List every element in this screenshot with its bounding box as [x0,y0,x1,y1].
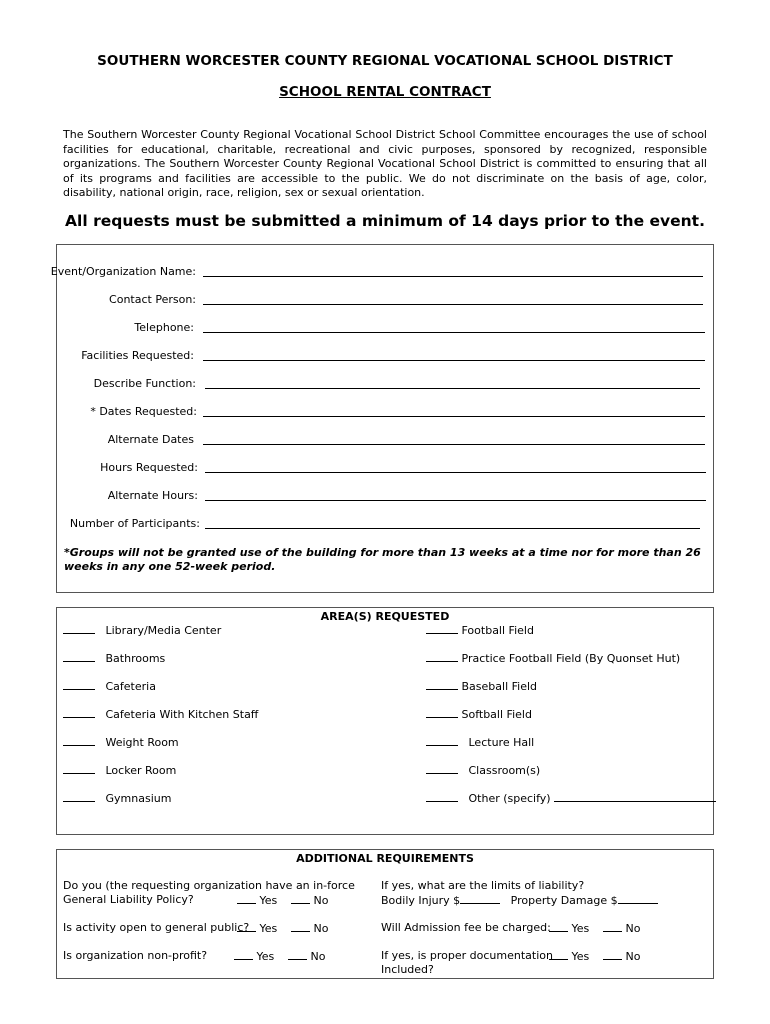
dates-requested-field[interactable] [203,416,705,417]
area-label: Practice Football Field (By Quonset Hut) [461,652,681,665]
yes-label: Yes [256,950,275,963]
submission-notice: All requests must be submitted a minimum of 14 days prior to the event. [65,212,705,230]
liability-no[interactable] [291,893,328,908]
admission-fee-question: Will Admission fee be charged: [381,921,551,934]
dates-requested-label: * Dates Requested: [90,405,197,418]
no-label: No [625,950,641,963]
admission-no[interactable] [603,921,640,936]
area-label: Classroom(s) [468,764,541,777]
event-name-field[interactable] [203,276,703,277]
area-option-practice-football[interactable] [426,651,680,665]
area-label: Other (specify) [468,792,551,805]
describe-function-field[interactable] [205,388,700,389]
liability-limits-question: If yes, what are the limits of liability? [381,879,585,892]
contact-person-label: Contact Person: [109,293,196,306]
property-damage-field[interactable] [618,893,658,904]
area-option-locker-room[interactable] [63,763,176,777]
describe-function-label: Describe Function: [93,377,196,390]
area-option-softball-field[interactable] [426,707,532,721]
no-label: No [313,922,329,935]
documentation-question-line1: If yes, is proper documentation [381,949,553,962]
nonprofit-no[interactable] [288,949,325,964]
documentation-question-line2: Included? [381,963,434,976]
public-no[interactable] [291,921,328,936]
area-label: Gymnasium [105,792,172,805]
bodily-injury-label: Bodily Injury $ [381,894,461,907]
area-option-gymnasium[interactable] [63,791,171,805]
area-label: Library/Media Center [105,624,222,637]
yes-label: Yes [571,922,590,935]
alternate-hours-field[interactable] [205,500,706,501]
liability-question-line1: Do you (the requesting organization have an in-force [63,879,355,892]
area-option-baseball-field[interactable] [426,679,537,693]
bodily-injury-field[interactable] [460,893,500,904]
alternate-dates-label: Alternate Dates [107,433,194,446]
liability-question-line2: General Liability Policy? [63,893,194,906]
area-option-weight-room[interactable] [63,735,179,749]
telephone-label: Telephone: [134,321,194,334]
public-question: Is activity open to general public? [63,921,250,934]
area-label: Football Field [461,624,534,637]
facilities-requested-label: Facilities Requested: [81,349,194,362]
areas-requested-title: AREA(S) REQUESTED [320,610,450,623]
additional-requirements-title: ADDITIONAL REQUIREMENTS [296,852,474,865]
event-name-label: Event/Organization Name: [50,265,196,278]
area-label: Softball Field [461,708,532,721]
area-option-other[interactable] [426,791,716,805]
no-label: No [625,922,641,935]
hours-requested-label: Hours Requested: [100,461,198,474]
intro-paragraph: The Southern Worcester County Regional Vocational School District School Committee encourages the use of school facilities for educational, charitable, recreational and civic purposes, sponsored by recognized, responsible organizations. The Southern Worcester County Regional Vocational School District is committed to ensuring that all of its programs and facilities are accessible to the public. We do not discriminate on the basis of age, color, disability, national origin, race, religion, sex or sexual orientation. [63,128,707,200]
property-damage-label: Property Damage $ [510,894,618,907]
hours-requested-field[interactable] [205,472,706,473]
area-option-football-field[interactable] [426,623,534,637]
area-label: Cafeteria [105,680,156,693]
area-option-lecture-hall[interactable] [426,735,534,749]
contact-person-field[interactable] [203,304,703,305]
alternate-hours-label: Alternate Hours: [107,489,198,502]
area-label: Lecture Hall [468,736,535,749]
area-label: Bathrooms [105,652,166,665]
no-label: No [313,894,329,907]
area-label: Baseball Field [461,680,538,693]
documentation-no[interactable] [603,949,640,964]
area-option-classrooms[interactable] [426,763,540,777]
usage-limit-footnote: *Groups will not be granted use of the building for more than 13 weeks at a time nor for more than 26 weeks in any one 52-week period. [64,546,701,573]
documentation-yes[interactable] [549,949,589,964]
area-label: Locker Room [105,764,177,777]
area-label: Weight Room [105,736,179,749]
nonprofit-question: Is organization non-profit? [63,949,208,962]
telephone-field[interactable] [203,332,705,333]
alternate-dates-field[interactable] [203,444,705,445]
admission-yes[interactable] [549,921,589,936]
yes-label: Yes [259,894,278,907]
liability-limits-fields [381,893,658,908]
document-subtitle: SCHOOL RENTAL CONTRACT [279,84,491,100]
no-label: No [310,950,326,963]
liability-yes[interactable] [237,893,277,908]
yes-label: Yes [259,922,278,935]
participants-field[interactable] [205,528,700,529]
area-option-library[interactable] [63,623,221,637]
nonprofit-yes[interactable] [234,949,274,964]
area-option-cafeteria[interactable] [63,679,156,693]
public-yes[interactable] [237,921,277,936]
other-specify-field[interactable] [554,791,716,802]
document-title: SOUTHERN WORCESTER COUNTY REGIONAL VOCATIONAL SCHOOL DISTRICT [97,53,673,69]
facilities-requested-field[interactable] [203,360,705,361]
area-label: Cafeteria With Kitchen Staff [105,708,259,721]
participants-label: Number of Participants: [69,517,200,530]
yes-label: Yes [571,950,590,963]
area-option-cafeteria-kitchen[interactable] [63,707,258,721]
area-option-bathrooms[interactable] [63,651,165,665]
